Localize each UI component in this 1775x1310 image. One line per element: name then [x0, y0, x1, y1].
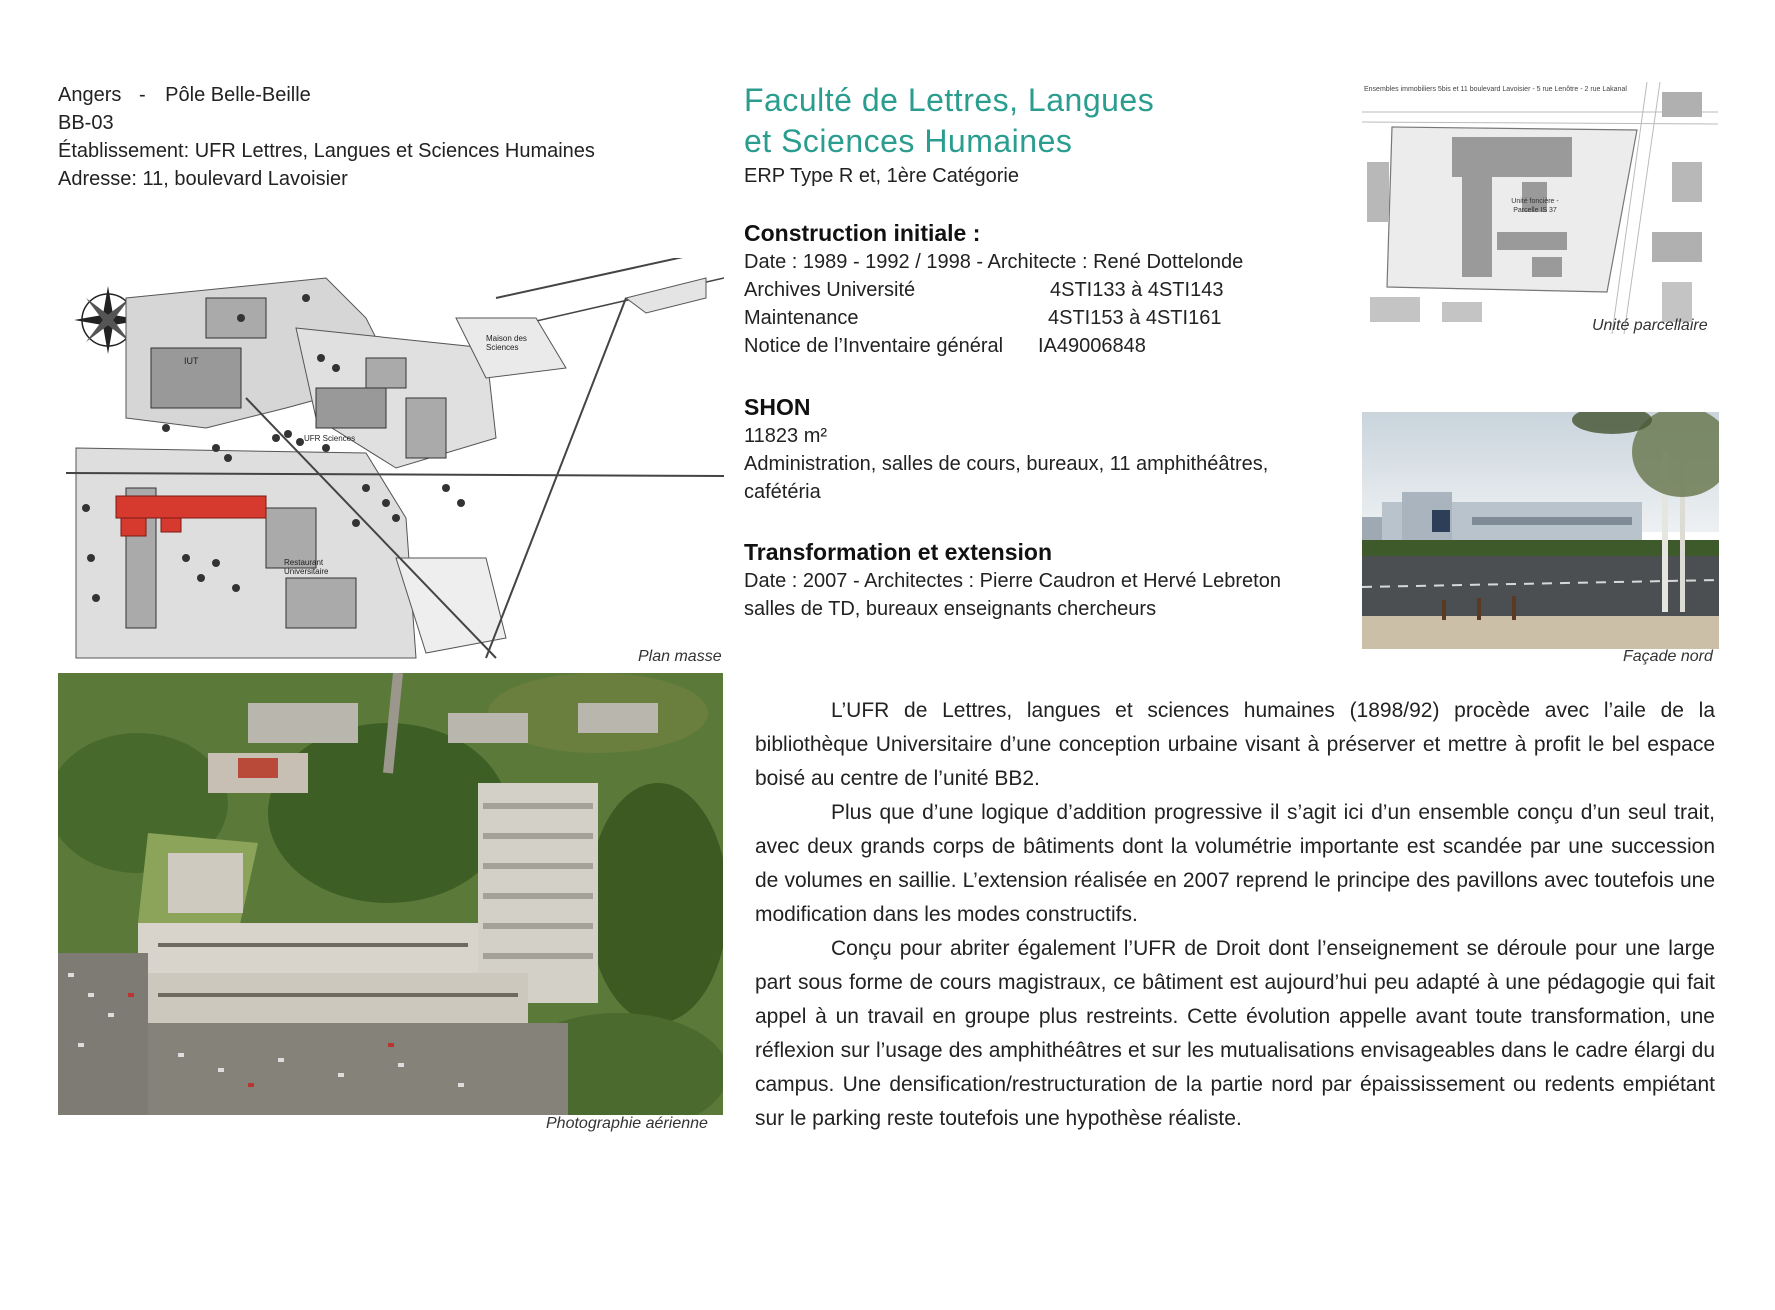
- site-plan-drawing: [66, 258, 724, 670]
- construction-date: Date : 1989 - 1992 / 1998 - Architecte : René Dottelonde: [744, 251, 1244, 273]
- shon-section: [744, 392, 1344, 506]
- transformation-date: Date : 2007 - Architectes : Pierre Caudron et Hervé Lebreton: [744, 570, 1281, 592]
- archives-value: 4STI133 à 4STI143: [1050, 279, 1224, 301]
- parcel-map: [1362, 82, 1718, 334]
- aerial-caption: Photographie aérienne: [546, 1115, 708, 1132]
- transformation-details: salles de TD, bureaux enseignants chercheurs: [744, 598, 1157, 620]
- body-text: [755, 694, 1715, 1136]
- notice-value: IA49006848: [1038, 335, 1146, 357]
- site-plan-maison-label: Maison des Sciences: [486, 334, 527, 352]
- pole-name: Pôle Belle-Beille: [165, 84, 311, 106]
- shon-area: 11823 m²: [744, 425, 828, 447]
- parcel-label: Unité foncière - Parcelle IS 37: [1511, 198, 1559, 214]
- maintenance-label: Maintenance: [744, 307, 859, 329]
- shon-heading: SHON: [744, 394, 811, 420]
- facade-caption: Façade nord: [1623, 648, 1713, 665]
- parcel-map-note: Ensembles immobiliers 5bis et 11 boulevard Lavoisier - 5 rue Lenôtre - 2 rue Lakanal: [1364, 86, 1627, 93]
- separator: -: [138, 84, 146, 106]
- city: Angers: [58, 84, 122, 106]
- title-block: [744, 80, 1154, 190]
- notice-row: [744, 332, 1304, 360]
- notice-label: Notice de l’Inventaire général: [744, 335, 1004, 357]
- shon-uses-2: cafétéria: [744, 481, 821, 503]
- address: Adresse: 11, boulevard Lavoisier: [58, 168, 348, 190]
- maintenance-value: 4STI153 à 4STI161: [1048, 307, 1222, 329]
- page-title-line2: et Sciences Humaines: [744, 123, 1073, 159]
- site-code: BB-03: [58, 112, 114, 134]
- body-paragraph-3: Conçu pour abriter également l’UFR de Droit dont l’enseignement se déroule pour une large part sous forme de cours magistraux, ce bâtiment est aujourd’hui peu adapté à une pédagogie qui fait appel à un travail en groupe plus restreints. Cette évolution appelle avant toute transformation, une réflexion sur l’usage des amphithéâtres et sur les mutualisations envisageables dans le cadre élargi du campus. Une densification/restructuration de la partie nord par épaississement ou redents empiétant sur le parking reste toutefois une hypothèse réaliste.: [755, 937, 1715, 1130]
- site-plan-restaurant-label: Restaurant Universitaire: [284, 558, 329, 576]
- parcel-map-caption: Unité parcellaire: [1592, 317, 1708, 334]
- maintenance-row: [744, 304, 1304, 332]
- construction-section: [744, 218, 1304, 360]
- construction-heading: Construction initiale :: [744, 220, 981, 246]
- site-plan-caption: Plan masse: [638, 648, 722, 665]
- erp-category: ERP Type R et, 1ère Catégorie: [744, 165, 1019, 187]
- aerial-photo: [58, 673, 723, 1115]
- establishment: Établissement: UFR Lettres, Langues et Sciences Humaines: [58, 140, 595, 162]
- body-paragraph-1: L’UFR de Lettres, langues et sciences humaines (1898/92) procède avec l’aile de la bibliothèque Universitaire d’une conception urbaine visant à préserver et mettre à profit le bel espace boisé au centre de l’unité BB2.: [755, 699, 1715, 790]
- archives-label: Archives Université: [744, 279, 916, 301]
- site-plan: [66, 258, 724, 670]
- site-plan-ufr-sciences-label: UFR Sciences: [304, 434, 356, 443]
- shon-uses-1: Administration, salles de cours, bureaux, 11 amphithéâtres,: [744, 453, 1269, 475]
- header-block: [58, 81, 595, 193]
- location-line: [58, 81, 595, 109]
- facade-photo-drawing: [1362, 412, 1719, 649]
- archives-row: [744, 276, 1304, 304]
- transformation-heading: Transformation et extension: [744, 539, 1053, 565]
- facade-photo: [1362, 412, 1719, 649]
- site-plan-iut-label: IUT: [184, 356, 199, 366]
- body-paragraph-2: Plus que d’une logique d’addition progressive il s’agit ici d’un ensemble conçu d’un seul trait, avec deux grands corps de bâtiments dont la volumétrie importante est scandée par une succession de volumes en saillie. L’extension réalisée en 2007 reprend le principe des pavillons avec toutefois une modification dans les modes constructifs.: [755, 801, 1715, 926]
- page-title-line1: Faculté de Lettres, Langues: [744, 82, 1155, 118]
- aerial-photo-drawing: [58, 673, 723, 1115]
- transformation-section: [744, 537, 1364, 623]
